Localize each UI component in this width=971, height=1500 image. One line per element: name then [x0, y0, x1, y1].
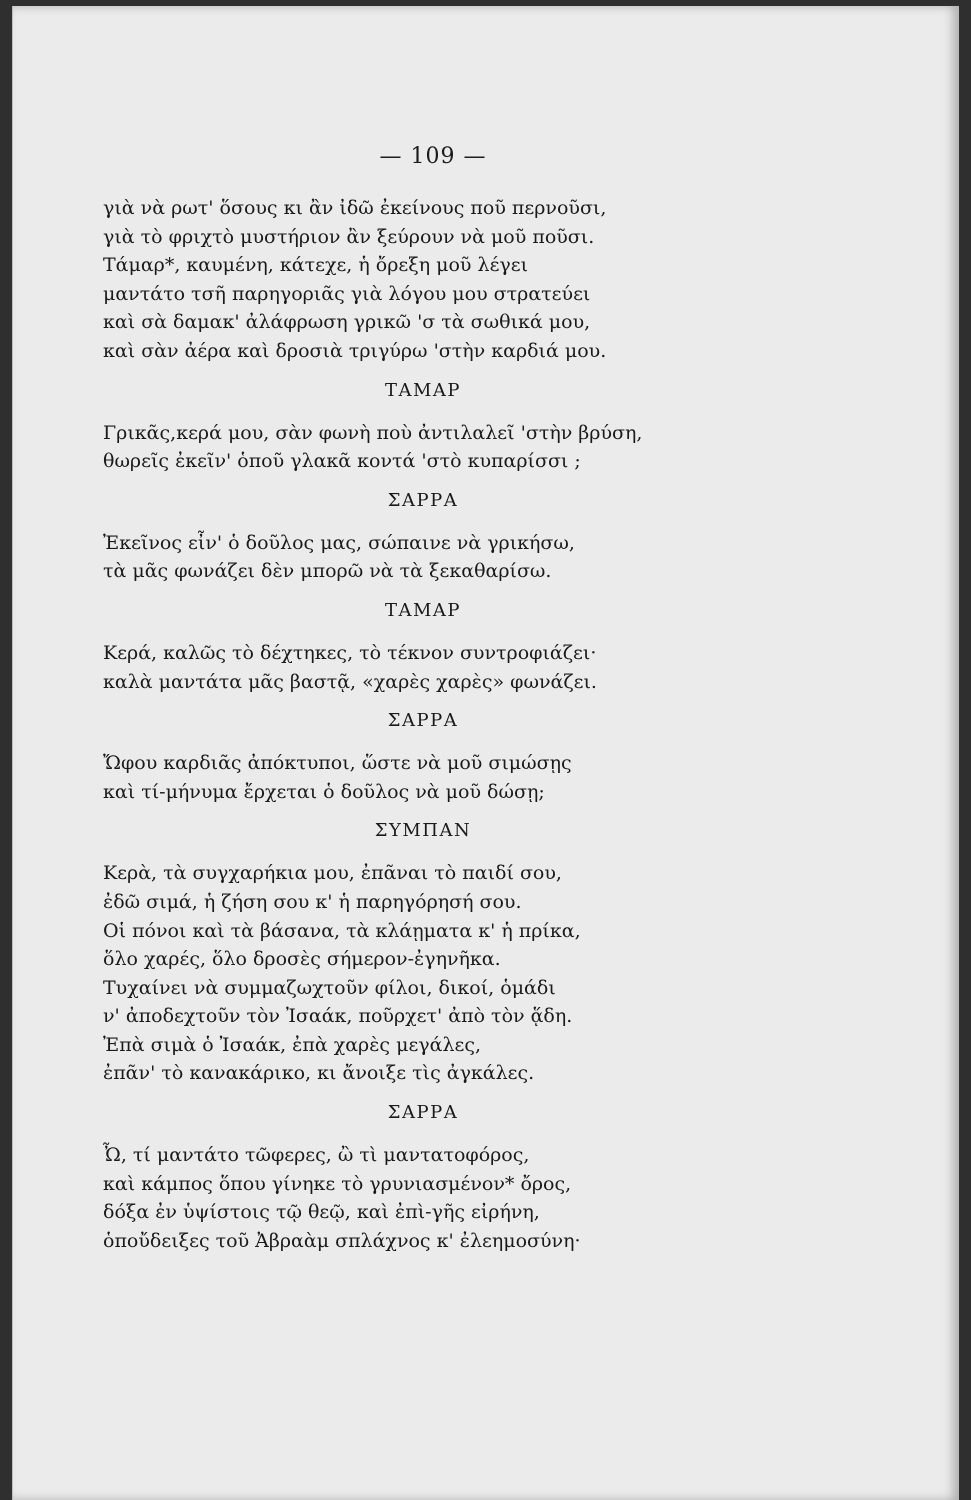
verse-line: γιὰ τὸ φριχτὸ μυστήριον ἂν ξεύρουν νὰ μοῦ ποῦσι.: [103, 225, 595, 248]
speaker-heading: ΤΑΜΑΡ: [384, 379, 462, 401]
verse-line: Οἱ πόνοι καὶ τὰ βάσανα, τὰ κλάῃματα κ' ἡ πρίκα,: [103, 919, 581, 942]
page-number: — 109 —: [379, 144, 487, 169]
verse-line: μαντάτο τσῆ παρηγοριᾶς γιὰ λόγου μου στρατεύει: [103, 282, 591, 305]
verse-line: ἐπᾶν' τὸ κανακάρικο, κι ἄνοιξε τὶς ἀγκάλες.: [103, 1062, 535, 1085]
verse-line: Ἐπὰ σιμὰ ὁ Ἰσαάκ, ἐπὰ χαρὲς μεγάλες,: [103, 1033, 482, 1056]
verse-line: Ὤφου καρδιᾶς ἀπόκτυποι, ὥστε νὰ μοῦ σιμώσῃς: [103, 752, 572, 775]
verse-line: καὶ σὰν ἀέρα καὶ δροσιὰ τριγύρω 'στὴν καρδιά μου.: [103, 339, 607, 362]
speaker-heading: ΣΥΜΠΑΝ: [374, 820, 472, 842]
verse-line: Τυχαίνει νὰ συμμαζωχτοῦν φίλοι, δικοί, ὁμάδι: [103, 976, 556, 999]
verse-line: Κερά, καλῶς τὸ δέχτηκες, τὸ τέκνον συντροφιάζει·: [103, 641, 597, 664]
verse-line: γιὰ νὰ ρωτ' ὅσους κι ἂν ἰδῶ ἐκείνους ποῦ περνοῦσι,: [103, 197, 607, 219]
verse-line: τὰ μᾶς φωνάζει δὲν μπορῶ νὰ τὰ ξεκαθαρίσω.: [103, 560, 552, 583]
speaker-heading: ΤΑΜΑΡ: [384, 599, 462, 621]
verse-line: ν' ἀποδεχτοῦν τὸν Ἰσαάκ, ποῦρχετ' ἀπὸ τὸν ᾅδη.: [103, 1005, 573, 1028]
book-page: [12, 6, 959, 1500]
verse-line: καλὰ μαντάτα μᾶς βαστᾷ, «χαρὲς χαρὲς» φωνάζει.: [103, 670, 597, 693]
verse-line: καὶ τί-μήνυμα ἔρχεται ὁ δοῦλος νὰ μοῦ δώσῃ;: [103, 780, 545, 803]
verse-line: Κερὰ, τὰ συγχαρήκια μου, ἐπᾶναι τὸ παιδί σου,: [103, 862, 562, 885]
verse-line: Ἐκεῖνος εἶν' ὁ δοῦλος μας, σώπαινε νὰ γρικήσω,: [103, 531, 575, 554]
verse-line: ὅλο χαρές, ὅλο δροσὲς σήμερον-ἐγηνῆκα.: [103, 948, 501, 971]
verse-line: Γρικᾶς,κερά μου, σὰν φωνὴ ποὺ ἀντιλαλεῖ 'στὴν βρύση,: [103, 421, 643, 444]
poem-text: [103, 194, 663, 1255]
verse-line: θωρεῖς ἐκεῖν' ὁποῦ γλακᾶ κοντά 'στὸ κυπαρίσσι ;: [103, 450, 581, 473]
verse-line: καὶ κάμπος ὅπου γίνηκε τὸ γρυνιασμένον* ὄρος,: [103, 1172, 572, 1195]
speaker-heading: ΣΑΡΡΑ: [387, 710, 459, 732]
speaker-heading: ΣΑΡΡΑ: [387, 1102, 459, 1124]
verse-line: Τάμαρ*, καυμένη, κάτεχε, ἡ ὄρεξη μοῦ λέγει: [103, 254, 529, 277]
speaker-heading: ΣΑΡΡΑ: [387, 489, 459, 511]
verse-line: Ὦ, τί μαντάτο τῶφερες, ὢ τὶ μαντατοφόρος,: [103, 1144, 530, 1167]
verse-line: δόξα ἐν ὑψίστοις τῷ θεῷ, καὶ ἐπὶ-γῆς εἰρήνη,: [103, 1201, 540, 1224]
verse-line: ὁποὔδειξες τοῦ Ἀβραὰμ σπλάχνος κ' ἐλεημοσύνη·: [103, 1229, 581, 1252]
verse-line: ἐδῶ σιμά, ἡ ζήση σου κ' ἡ παρηγόρησή σου.: [103, 890, 522, 913]
verse-line: καὶ σὰ δαμακ' ἀλάφρωση γρικῶ 'σ τὰ σωθικά μου,: [103, 311, 591, 334]
